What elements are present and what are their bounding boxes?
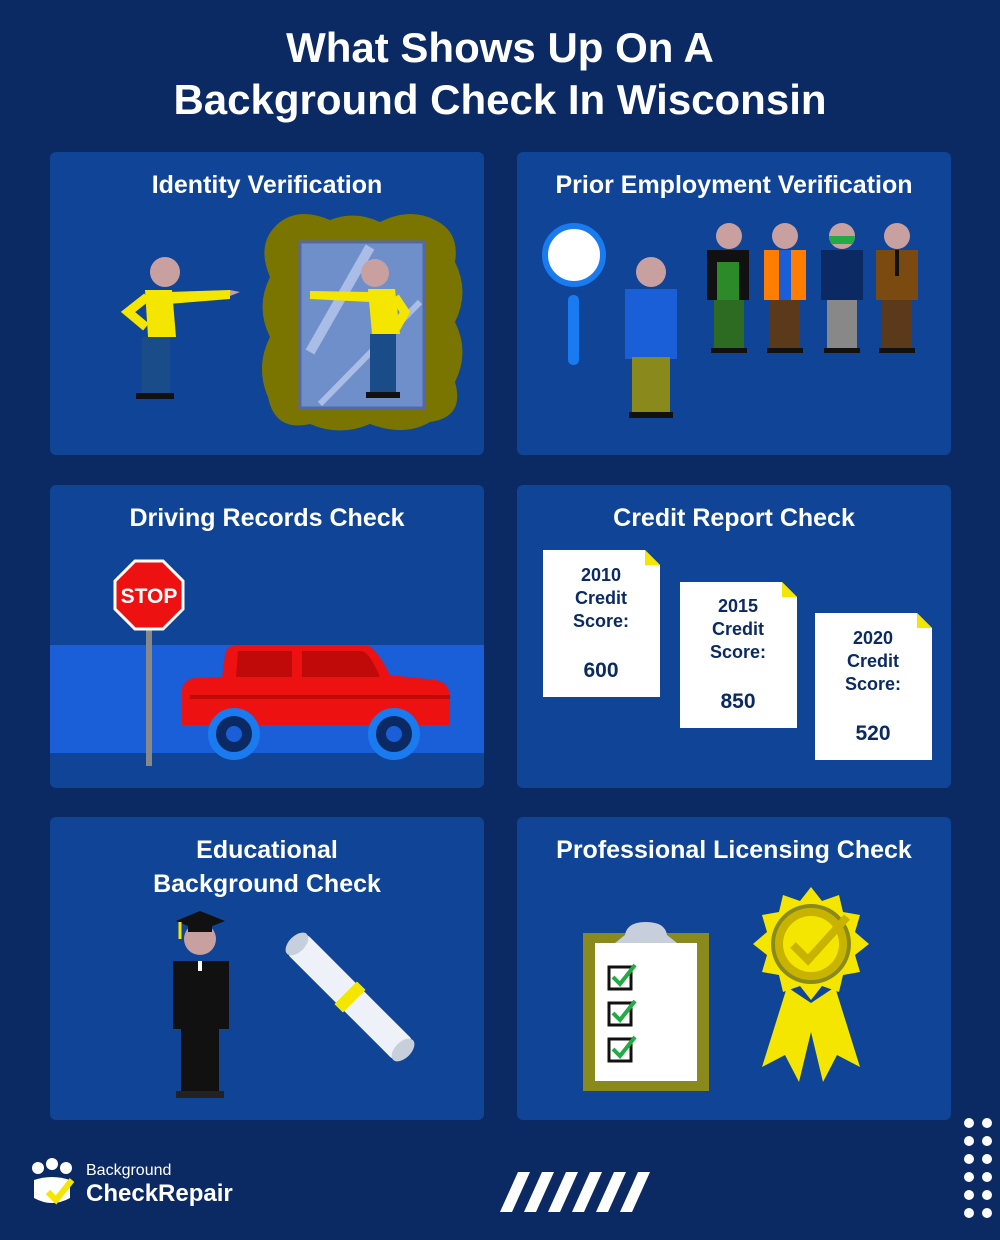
- credit-label: Credit: [711, 619, 765, 639]
- decorative-dots: [962, 1117, 996, 1227]
- decorative-slashes: [500, 1172, 650, 1216]
- credit-year: 2010: [580, 565, 622, 585]
- credit-year: 2015: [717, 596, 759, 616]
- card-identity-verification: [50, 152, 484, 455]
- credit-document: [680, 582, 797, 728]
- score-label: Score:: [844, 674, 902, 694]
- title-line-2: Background Check In Wisconsin: [173, 76, 827, 123]
- magnifier-icon: [545, 226, 603, 284]
- card-title-line-2: Background Check: [153, 870, 381, 898]
- card-driving-records: [50, 485, 484, 788]
- credit-document: [543, 550, 660, 697]
- credit-score: 520: [855, 722, 891, 745]
- logo-text-bottom: CheckRepair: [86, 1180, 233, 1207]
- graduate-icon: [173, 911, 229, 1098]
- credit-label: Credit: [574, 588, 628, 608]
- credit-score: 850: [720, 690, 756, 713]
- card-prior-employment: [517, 152, 951, 455]
- card-credit-report: [517, 485, 951, 788]
- logo-text-top: Background: [86, 1162, 172, 1179]
- credit-year: 2020: [852, 628, 894, 648]
- credit-label: Credit: [846, 651, 900, 671]
- clipboard-icon: [583, 922, 709, 1091]
- card-title: Prior Employment Verification: [555, 171, 913, 199]
- card-title: Professional Licensing Check: [556, 836, 912, 864]
- paw-logo-icon: [28, 1158, 78, 1208]
- score-label: Score:: [572, 611, 630, 631]
- brand-logo: [28, 1158, 268, 1208]
- credit-document: [815, 613, 932, 760]
- title-line-1: What Shows Up On A: [286, 24, 714, 71]
- card-educational-background: [50, 817, 484, 1120]
- person-head: [150, 257, 180, 287]
- card-title-line-1: Educational: [196, 836, 338, 864]
- diploma-icon: [280, 927, 420, 1067]
- card-professional-licensing: [517, 817, 951, 1120]
- card-title: Identity Verification: [151, 171, 383, 199]
- score-label: Score:: [709, 642, 767, 662]
- credit-score: 600: [583, 659, 619, 682]
- award-badge-icon: [753, 887, 869, 1082]
- page-title: [0, 22, 1000, 126]
- stop-sign-text: STOP: [120, 585, 178, 608]
- card-title: Credit Report Check: [613, 504, 855, 532]
- card-title: [50, 833, 484, 901]
- card-title: Driving Records Check: [129, 504, 405, 532]
